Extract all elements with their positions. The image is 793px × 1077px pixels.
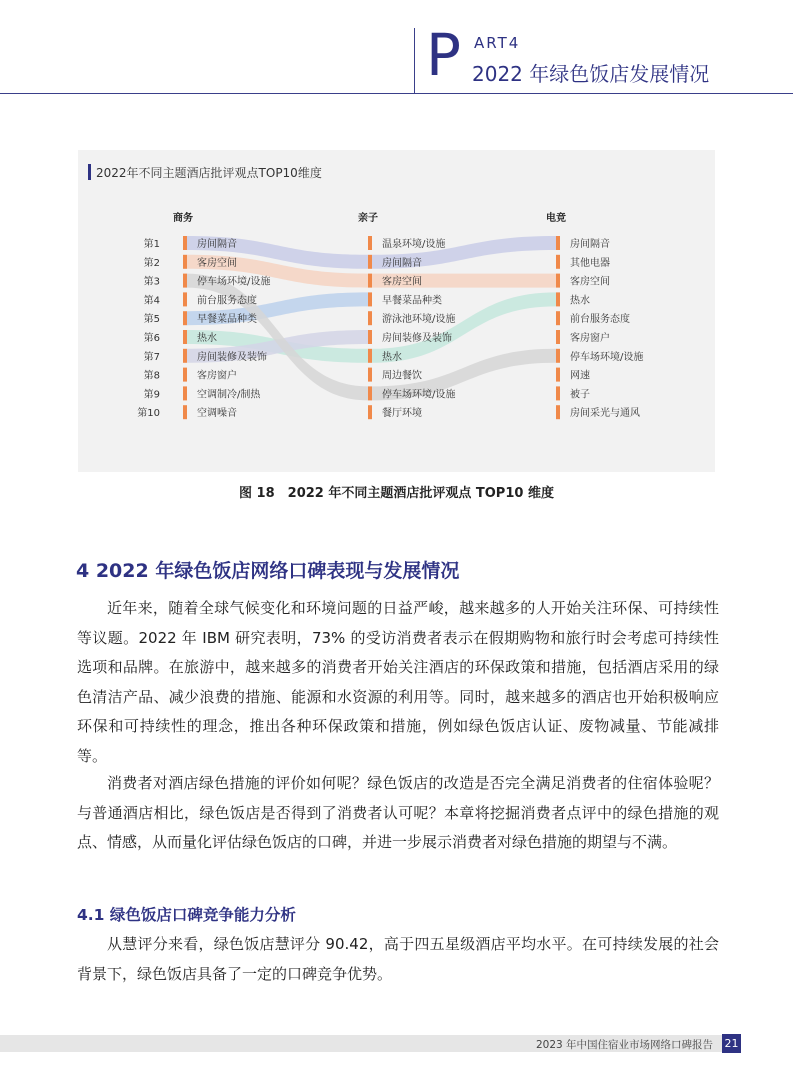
rank-label: 第9: [143, 389, 160, 401]
rank-marker: [368, 236, 372, 250]
section-title: 4 2022 年绿色饭店网络口碑表现与发展情况: [76, 560, 460, 582]
column-header: 亲子: [358, 213, 378, 224]
rank-marker: [368, 311, 372, 325]
rank-marker: [183, 311, 187, 325]
rank-flow-chart: [78, 150, 715, 472]
rank-marker: [368, 349, 372, 363]
item-label: 房间装修及装饰: [197, 351, 267, 363]
item-label: 周边餐饮: [382, 370, 422, 382]
item-label: 停车场环境/设施: [382, 389, 456, 401]
rank-marker: [183, 405, 187, 419]
figure-caption: 图 18 2022 年不同主题酒店批评观点 TOP10 维度: [239, 486, 554, 501]
item-label: 房间采光与通风: [570, 408, 640, 420]
footer-report-title: 2023 年中国住宿业市场网络口碑报告: [536, 1039, 714, 1051]
item-label: 停车场环境/设施: [197, 276, 271, 288]
item-label: 客房窗户: [570, 333, 610, 344]
rank-marker: [556, 349, 560, 363]
rank-label: 第4: [143, 295, 160, 307]
rank-label: 第8: [143, 370, 160, 382]
rank-marker: [183, 349, 187, 363]
chapter-title: 2022 年绿色饭店发展情况: [472, 62, 710, 86]
rank-marker: [183, 274, 187, 288]
rank-marker: [368, 292, 372, 306]
header-rule: [0, 93, 793, 94]
rank-label: 第3: [143, 276, 160, 288]
rank-marker: [556, 368, 560, 382]
subsection-title: 4.1 绿色饭店口碑竞争能力分析: [77, 906, 296, 924]
item-label: 客房空间: [197, 257, 237, 269]
rank-marker: [556, 236, 560, 250]
rank-marker: [556, 292, 560, 306]
column-header: 商务: [173, 213, 193, 224]
rank-marker: [368, 368, 372, 382]
item-label: 游泳池环境/设施: [382, 314, 456, 326]
rank-marker: [183, 255, 187, 269]
rank-marker: [556, 386, 560, 400]
item-label: 客房窗户: [197, 370, 237, 382]
item-label: 空调制冷/制热: [197, 389, 261, 401]
item-label: 客房空间: [382, 276, 422, 288]
item-label: 热水: [570, 295, 590, 307]
item-label: 客房空间: [570, 276, 610, 288]
item-label: 热水: [382, 351, 402, 363]
paragraph-3: 从慧评分来看，绿色饭店慧评分 90.42，高于四五星级酒店平均水平。在可持续发展的社会背景下，绿色饭店具备了一定的口碑竞争优势。: [77, 935, 719, 983]
figure-title: 2022年不同主题酒店批评观点TOP10维度: [96, 166, 322, 180]
rank-marker: [183, 368, 187, 382]
rank-marker: [368, 330, 372, 344]
header-divider: [414, 28, 415, 94]
rank-label: 第6: [143, 333, 160, 344]
item-label: 温泉环境/设施: [382, 239, 446, 250]
item-label: 停车场环境/设施: [570, 351, 644, 363]
paragraph-2: 消费者对酒店绿色措施的评价如何呢？绿色饭店的改造是否完全满足消费者的住宿体验呢？与普通酒店相比，绿色饭店是否得到了消费者认可呢？本章将挖掘消费者点评中的绿色措施的观点、情感，从而量化评估绿色饭店的口碑，并进一步展示消费者对绿色措施的期望与不满。: [77, 774, 719, 852]
item-label: 早餐菜品种类: [382, 295, 442, 307]
rank-marker: [368, 255, 372, 269]
item-label: 其他电器: [570, 257, 610, 269]
rank-label: 第10: [137, 408, 160, 420]
rank-marker: [183, 386, 187, 400]
column-header: 电竞: [546, 213, 566, 224]
item-label: 房间装修及装饰: [382, 333, 452, 344]
item-label: 热水: [197, 333, 217, 344]
rank-marker: [556, 311, 560, 325]
rank-marker: [183, 292, 187, 306]
paragraph-1: 近年来，随着全球气候变化和环境问题的日益严峻，越来越多的人开始关注环保、可持续性等议题。2022 年 IBM 研究表明，73% 的受访消费者表示在假期购物和旅行时会考虑可持续性选项和品牌。在旅游中，越来越多的消费者开始关注酒店的环保政策和措施，包括酒店采用的绿色清洁产品、减少浪费的措施、能源和水资源的利用等。同时，越来越多的酒店也开始积极响应环保和可持续性的理念，推出各种环保政策和措施，例如绿色饭店认证、废物减量、节能减排等。: [77, 599, 719, 765]
item-label: 房间隔音: [382, 257, 422, 269]
rank-marker: [183, 236, 187, 250]
page-number: 21: [722, 1034, 741, 1053]
rank-label: 第5: [143, 314, 160, 326]
item-label: 前台服务态度: [570, 314, 630, 326]
item-label: 房间隔音: [570, 239, 610, 250]
rank-marker: [556, 255, 560, 269]
item-label: 餐厅环境: [382, 408, 422, 420]
part-letter: P: [426, 21, 461, 89]
rank-marker: [556, 330, 560, 344]
item-label: 空调噪音: [197, 408, 237, 420]
rank-marker: [556, 405, 560, 419]
rank-marker: [368, 405, 372, 419]
rank-marker: [368, 274, 372, 288]
item-label: 早餐菜品种类: [197, 314, 257, 326]
rank-marker: [556, 274, 560, 288]
rank-label: 第1: [143, 239, 160, 250]
rank-marker: [368, 386, 372, 400]
rank-label: 第2: [143, 257, 160, 269]
item-label: 房间隔音: [197, 239, 237, 250]
rank-marker: [183, 330, 187, 344]
item-label: 网速: [570, 370, 590, 382]
part-label: ART4: [474, 34, 521, 52]
rank-label: 第7: [143, 351, 160, 363]
item-label: 被子: [570, 389, 590, 401]
item-label: 前台服务态度: [197, 295, 257, 307]
